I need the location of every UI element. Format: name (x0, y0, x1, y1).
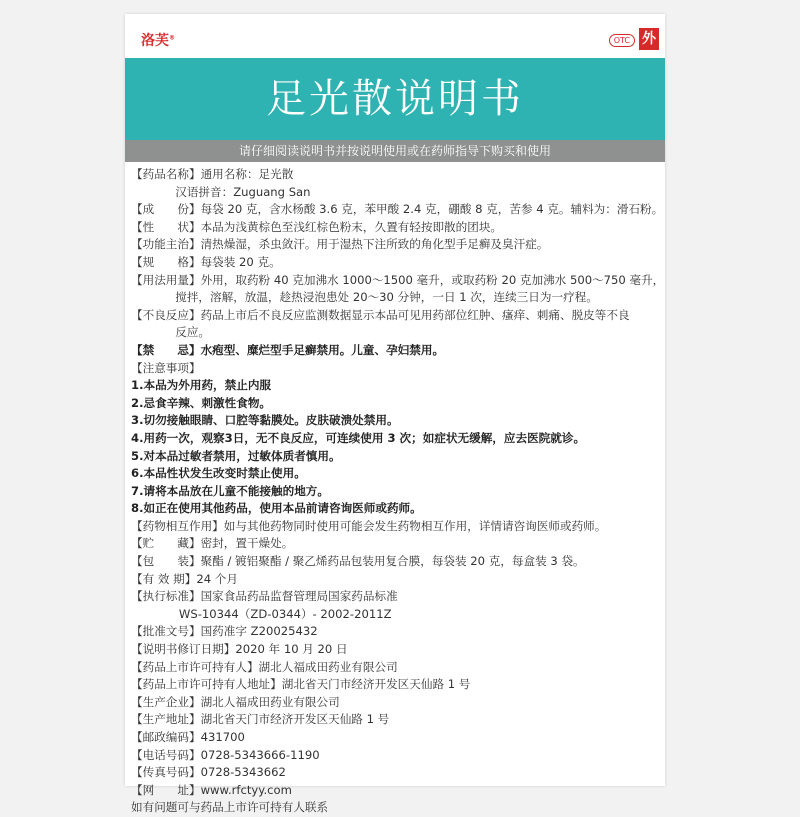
standard-row-cont: WS-10344（ZD-0344）- 2002-2011Z (178, 606, 392, 621)
precaution-item: 4.用药一次，观察3日，无不良反应，可连续使用 3 次；如症状无缓解，应去医院就诊。 (131, 430, 586, 445)
drug-pinyin-row: 汉语拼音：Zuguang San (175, 184, 311, 199)
website-row: 【网 址】 www.rfctyy.com (131, 782, 292, 797)
precaution-item: 6.本品性状发生改变时禁止使用。 (131, 466, 306, 481)
precaution-item: 1.本品为外用药，禁止内服 (131, 378, 272, 393)
otc-badge: OTC (609, 34, 635, 47)
fax-row: 【传真号码】 0728-5343662 (131, 765, 286, 780)
holder-address-row: 【药品上市许可持有人地址】 湖北省天门市经济开发区天仙路 1 号 (131, 677, 471, 692)
precaution-item: 7.请将本品放在儿童不能接触的地方。 (131, 483, 329, 498)
page-title: 足光散说明书 (125, 58, 665, 140)
brand-logo: 洛芙® (141, 33, 175, 49)
subtitle-banner: 请仔细阅读说明书并按说明使用或在药师指导下购买和使用 (125, 140, 665, 162)
external-use-badge: 外 (639, 28, 659, 50)
validity-row: 【有 效 期】 24 个月 (131, 571, 238, 586)
phone-row: 【电话号码】 0728-5343666-1190 (131, 747, 320, 762)
top-bar (125, 24, 665, 58)
footer-note: 如有问题可与药品上市许可持有人联系 (131, 800, 329, 815)
holder-row: 【药品上市许可持有人】 湖北人福成田药业有限公司 (131, 659, 398, 674)
approval-row: 【批准文号】 国药准字 Z20025432 (131, 624, 318, 639)
appearance-row: 【性 状】 本品为浅黄棕色至浅红棕色粉末，久置有轻按即散的团块。 (131, 219, 503, 234)
precautions-heading: 【注意事项】 (131, 360, 201, 375)
manufacturer-row: 【生产企业】 湖北人福成田药业有限公司 (131, 694, 340, 709)
postcode-row: 【邮政编码】 431700 (131, 730, 245, 744)
revision-date-row: 【说明书修订日期】 2020 年 10 月 20 日 (131, 642, 348, 657)
instruction-sheet (125, 14, 665, 815)
packaging-row: 【包 装】 聚酯 / 镀铝聚酯 / 聚乙烯药品包装用复合膜，每袋装 20 克，每盒装 3 袋。 (131, 554, 585, 569)
ingredients-row: 【成 份】 每袋 20 克，含水杨酸 3.6 克，苯甲酸 2.4 克，硼酸 8 克，苦参 4 克。辅料为：滑石粉。 (131, 202, 664, 217)
drug-name-row: 【药品名称】 通用名称：足光散 (131, 167, 294, 181)
interactions-row: 【药物相互作用】 如与其他药物同时使用可能会发生药物相互作用，详情请咨询医师或药师。 (131, 518, 607, 533)
usage-row: 【用法用量】 外用，取药粉 40 克加沸水 1000～1500 毫升，或取药粉 20 克加沸水 500～750 毫升， (131, 272, 665, 287)
precaution-item: 8.如正在使用其他药品，使用本品前请咨询医师或药师。 (131, 501, 422, 516)
contraindications-row: 【禁 忌】 水疱型、糜烂型手足癣禁用。儿童、孕妇禁用。 (131, 342, 445, 357)
precaution-item: 2.忌食辛辣、刺激性食物。 (131, 395, 272, 410)
indications-row: 【功能主治】 清热燥湿，杀虫敛汗。用于湿热下注所致的角化型手足癣及臭汗症。 (131, 237, 549, 252)
leaflet-body (131, 166, 665, 817)
usage-row-cont: 搅拌，溶解，放温，趁热浸泡患处 20～30 分钟，一日 1 次，连续三日为一疗程。 (175, 290, 598, 305)
storage-row: 【贮 藏】 密封，置干燥处。 (131, 536, 294, 551)
precaution-item: 5.对本品过敏者禁用，过敏体质者慎用。 (131, 448, 341, 463)
adverse-row-cont: 反应。 (175, 325, 211, 340)
factory-address-row: 【生产地址】 湖北省天门市经济开发区天仙路 1 号 (131, 712, 390, 727)
standard-row: 【执行标准】 国家食品药品监督管理局国家药品标准 (131, 589, 398, 604)
adverse-row: 【不良反应】 药品上市后不良反应监测数据显示本品可见用药部位红肿、瘙痒、刺痛、脱皮等不良 (131, 307, 630, 322)
precaution-item: 3.切勿接触眼睛、口腔等黏膜处。皮肤破溃处禁用。 (131, 413, 399, 428)
specification-row: 【规 格】 每袋装 20 克。 (131, 254, 281, 269)
